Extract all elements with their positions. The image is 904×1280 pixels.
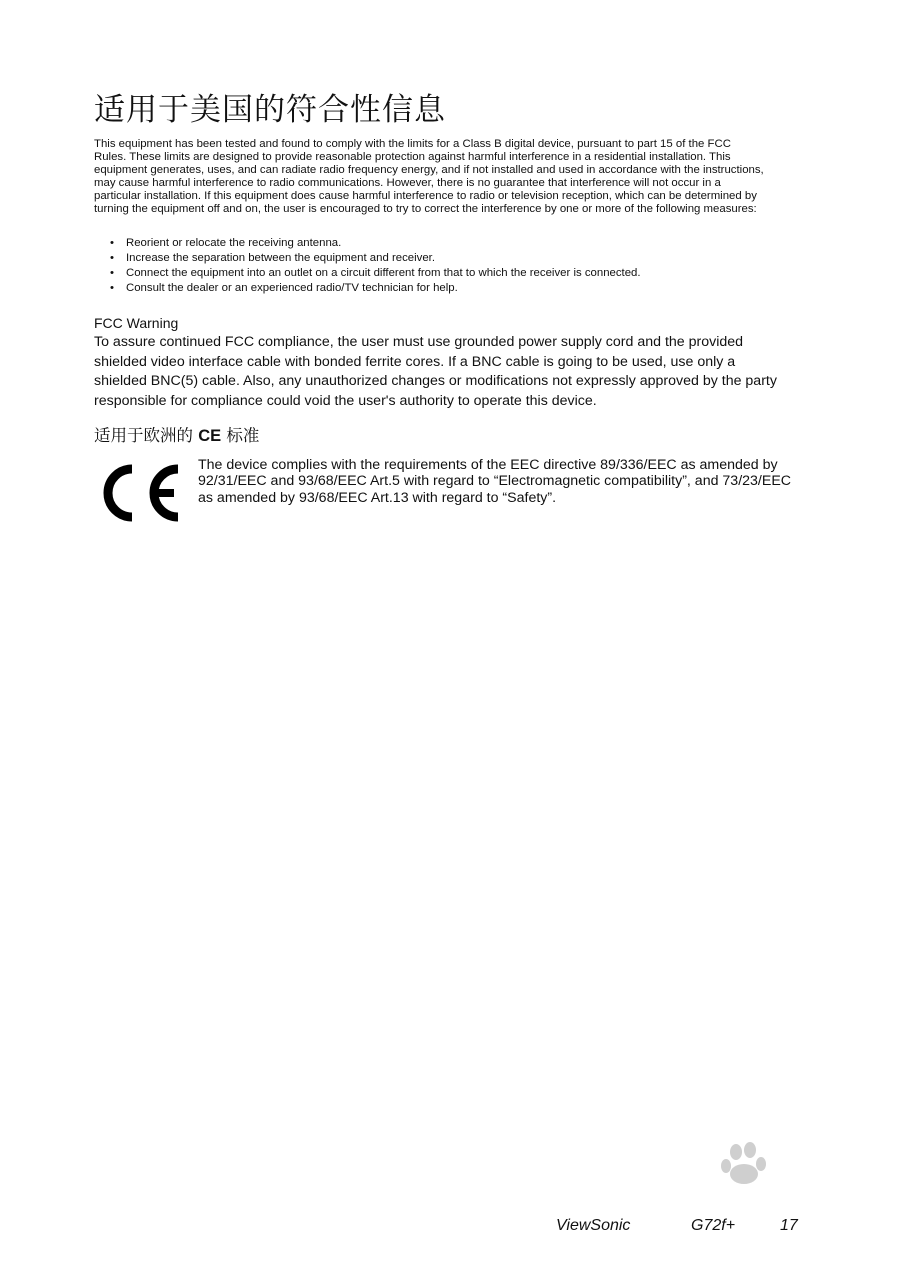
list-item <box>108 281 758 296</box>
measure-text: Connect the equipment into an outlet on a circuit different from that to which the receiver is connected. <box>126 267 641 279</box>
eu-heading-prefix: 适用于欧洲的 <box>94 426 199 445</box>
fcc-warning-body: To assure continued FCC compliance, the user must use grounded power supply cord and the provided shielded video interface cable with bonded ferrite cores. If a BNC cable is going to be used, use only a shielded BNC(5) cable. Also, any unauthorized changes or modifications not expressly approved by the party responsible for compliance could void the user's authority to operate this device. <box>94 334 777 409</box>
page-footer <box>556 1216 798 1236</box>
interference-measures-list <box>108 236 758 296</box>
bullet: • <box>110 267 114 279</box>
page-title: 适用于美国的符合性信息 <box>94 92 446 128</box>
measure-text: Increase the separation between the equipment and receiver. <box>126 252 436 264</box>
ce-mark-icon <box>96 462 184 524</box>
fcc-warning-heading: FCC Warning <box>94 315 179 331</box>
list-item <box>108 236 758 251</box>
fcc-compliance-paragraph: This equipment has been tested and found to comply with the limits for a Class B digital device, pursuant to part 15 of the FCC Rules. These limits are designed to provide reasonable protection against harmful interference in a residential installation. This equipment generates, uses, and can radiate radio frequency energy, and if not installed and used in accordance with the instructions, may cause harmful interference to radio communications. However, there is no guarantee that interference will not occur in a particular installation. If this equipment does cause harmful interference to radio or television reception, which can be determined by turning the equipment off and on, the user is encouraged to try to correct the interference by one or more of the following measures: <box>94 138 764 216</box>
eu-compliance-body: The device complies with the requirements of the EEC directive 89/336/EEC as amended by 92/31/EEC and 93/68/EEC Art.5 with regard to “Electromagnetic compatibility”, and 73/23/EEC as amended by 93/68/EEC Art.13 with regard to “Safety”. <box>198 457 792 506</box>
footer-brand: ViewSonic <box>556 1217 631 1234</box>
measure-text: Reorient or relocate the receiving antenna. <box>126 237 342 249</box>
page-number: 17 <box>780 1217 798 1234</box>
baidu-watermark-logo <box>640 1140 855 1250</box>
list-item <box>108 251 758 266</box>
eu-heading-suffix: 标准 <box>221 426 260 445</box>
bullet: • <box>110 237 114 249</box>
footer-model: G72f+ <box>691 1217 736 1234</box>
bullet: • <box>110 282 114 294</box>
eu-heading-ce: CE <box>198 427 222 445</box>
list-item <box>108 266 758 281</box>
eu-section-heading <box>94 426 259 446</box>
measure-text: Consult the dealer or an experienced radio/TV technician for help. <box>126 282 458 294</box>
bullet: • <box>110 252 114 264</box>
